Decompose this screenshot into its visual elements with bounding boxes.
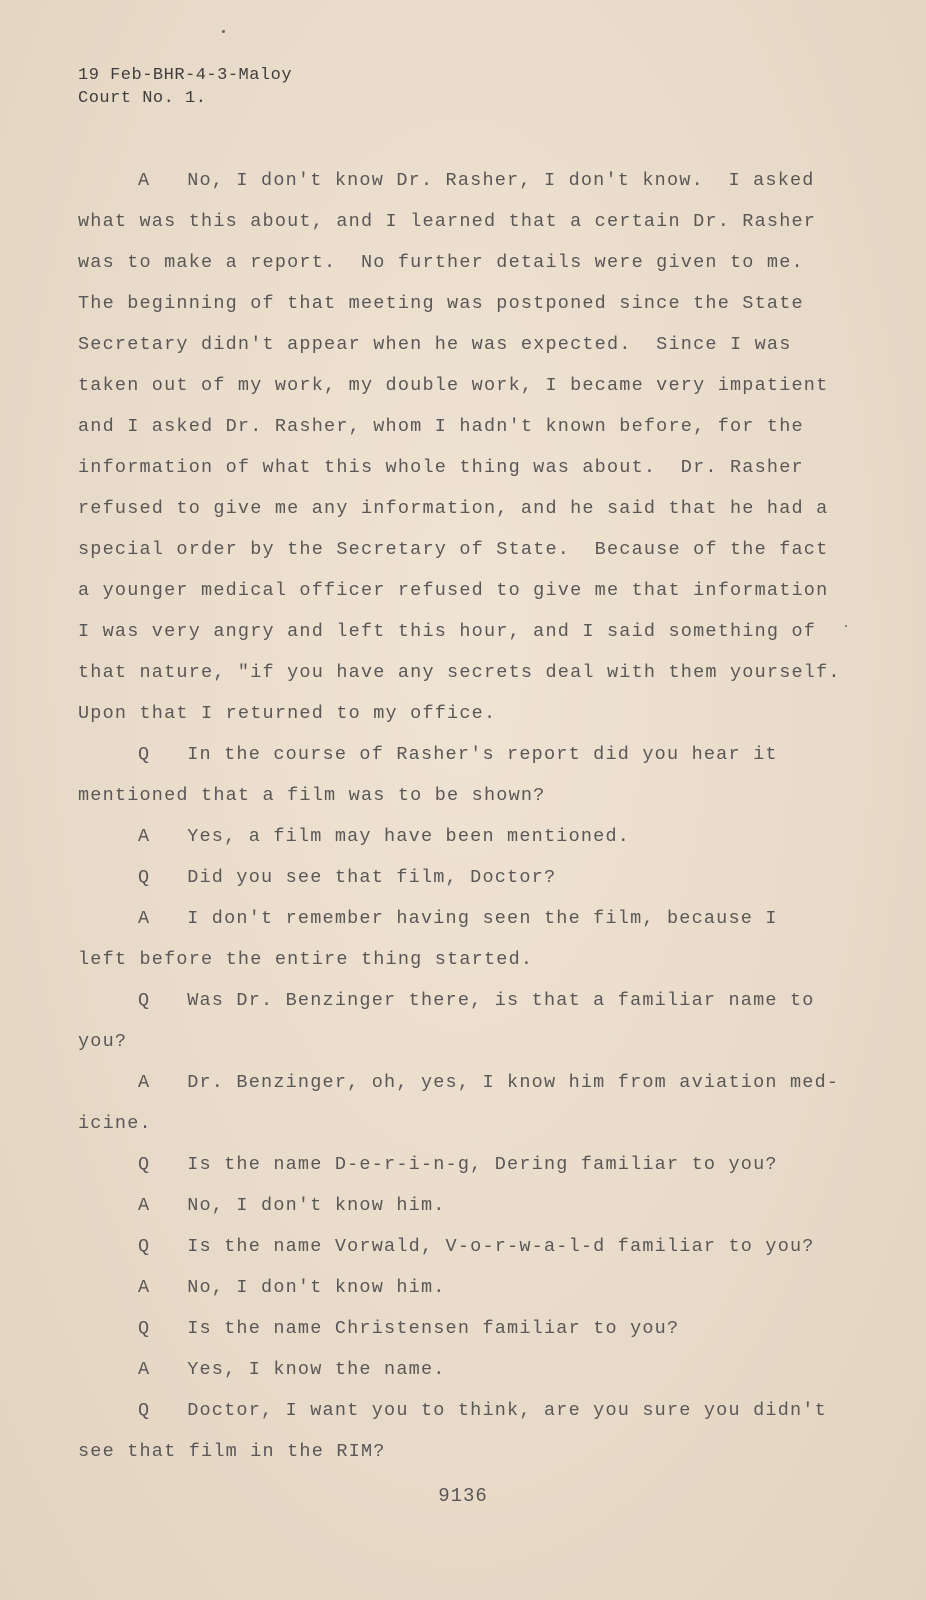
transcript-line: that nature, "if you have any secrets deal with them yourself. (78, 662, 841, 683)
transcript-line: Q Did you see that film, Doctor? (138, 867, 557, 888)
transcript-line: a younger medical officer refused to give me that information (78, 580, 829, 601)
transcript-line: The beginning of that meeting was postponed since the State (78, 293, 804, 314)
header-court: Court No. 1. (78, 89, 207, 108)
transcript-line: A No, I don't know Dr. Rasher, I don't know. I asked (138, 170, 815, 191)
transcript-line: refused to give me any information, and he said that he had a (78, 498, 829, 519)
transcript-line: mentioned that a film was to be shown? (78, 785, 546, 806)
transcript-line: Upon that I returned to my office. (78, 703, 497, 724)
transcript-line: icine. (78, 1113, 152, 1134)
transcript-line: what was this about, and I learned that a certain Dr. Rasher (78, 211, 817, 232)
transcript-line: A I don't remember having seen the film, because I (138, 908, 778, 929)
transcript-line: Q Was Dr. Benzinger there, is that a familiar name to (138, 990, 815, 1011)
paper-speck (222, 30, 225, 33)
transcript-line: special order by the Secretary of State. Because of the fact (78, 539, 829, 560)
transcript-line: A Yes, I know the name. (138, 1359, 446, 1380)
transcript-line: A No, I don't know him. (138, 1277, 446, 1298)
transcript-body (78, 160, 848, 1472)
transcript-line: information of what this whole thing was about. Dr. Rasher (78, 457, 804, 478)
transcript-line: taken out of my work, my double work, I became very impatient (78, 375, 829, 396)
transcript-line: Q In the course of Rasher's report did you hear it (138, 744, 778, 765)
transcript-line: A Dr. Benzinger, oh, yes, I know him from aviation med- (138, 1072, 840, 1093)
transcript-line: Q Is the name Christensen familiar to you? (138, 1318, 680, 1339)
transcript-line: was to make a report. No further details were given to me. (78, 252, 804, 273)
transcript-line: Q Doctor, I want you to think, are you sure you didn't (138, 1400, 827, 1421)
header-reference: 19 Feb-BHR-4-3-Maloy (78, 66, 293, 85)
transcript-line: A Yes, a film may have been mentioned. (138, 826, 631, 847)
transcript-line: I was very angry and left this hour, and I said something of (78, 621, 817, 642)
paper-speck (845, 625, 847, 627)
document-header (78, 64, 292, 110)
transcript-line: left before the entire thing started. (78, 949, 534, 970)
transcript-line: Q Is the name Vorwald, V-o-r-w-a-l-d familiar to you? (138, 1236, 815, 1257)
transcript-line: Q Is the name D-e-r-i-n-g, Dering familiar to you? (138, 1154, 778, 1175)
transcript-line: and I asked Dr. Rasher, whom I hadn't known before, for the (78, 416, 804, 437)
transcript-line: Secretary didn't appear when he was expected. Since I was (78, 334, 792, 355)
transcript-line: you? (78, 1031, 128, 1052)
page-number: 9136 (438, 1485, 488, 1507)
transcript-line: see that film in the RIM? (78, 1441, 386, 1462)
transcript-line: A No, I don't know him. (138, 1195, 446, 1216)
